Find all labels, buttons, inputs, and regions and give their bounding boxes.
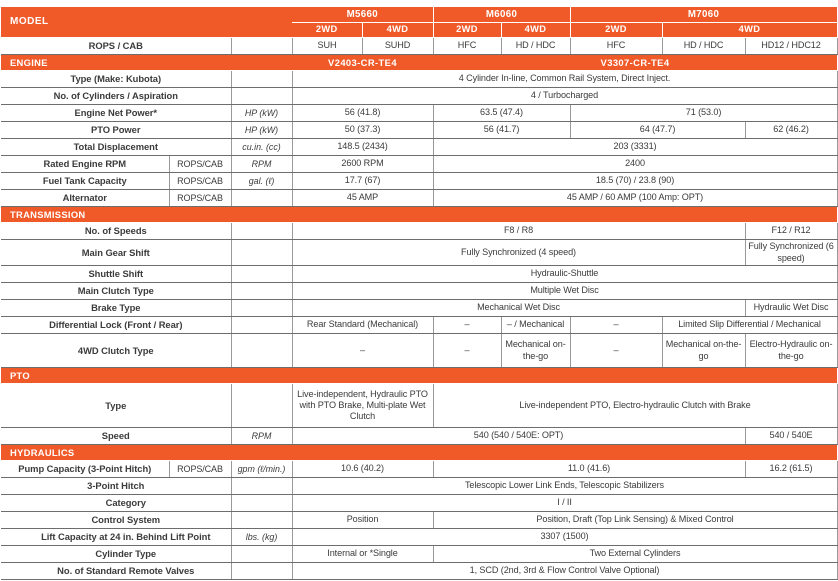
- cell-pump-hd12: 16.2 (61.5): [745, 461, 837, 478]
- cell-net-power-m5660: 56 (41.8): [292, 105, 433, 122]
- row-alternator: [1, 190, 837, 207]
- model-header-row: [1, 7, 837, 23]
- cell-4wdclutch-m6060-4wd: Mechanical on-the-go: [501, 334, 570, 368]
- cell-rops-m7060-2wd: HFC: [570, 38, 662, 55]
- row-label-main-clutch-type: Main Clutch Type: [1, 283, 231, 300]
- row-sub-alternator: ROPS/CAB: [169, 190, 231, 207]
- cell-pto-power-m6060: 56 (41.7): [433, 122, 570, 139]
- row-label-pump-capacity: Pump Capacity (3-Point Hitch): [1, 461, 169, 478]
- engine-model-v2403: V2403-CR-TE4: [292, 55, 433, 71]
- row-unit-pto-speed: RPM: [231, 428, 292, 445]
- row-differential-lock: [1, 317, 837, 334]
- cell-cylinder-m5660: Internal or *Single: [292, 546, 433, 563]
- cell-cylinder-m6060-m7060: Two External Cylinders: [433, 546, 837, 563]
- section-band-pto-filler: [292, 368, 837, 384]
- top-spacer-cell: [1, 0, 837, 7]
- row-unit-pto-type: [231, 384, 292, 428]
- row-total-displacement: [1, 139, 837, 156]
- row-label-lift-capacity: Lift Capacity at 24 in. Behind Lift Point: [1, 529, 231, 546]
- cell-displacement-m5660: 148.5 (2434): [292, 139, 433, 156]
- row-sub-rated-engine-rpm: ROPS/CAB: [169, 156, 231, 173]
- top-spacer-row: [1, 0, 837, 7]
- cell-pto-speed-hd12: 540 / 540E: [745, 428, 837, 445]
- row-unit-brake-type: [231, 300, 292, 317]
- cell-rops-m5660-2wd: SUH: [292, 38, 362, 55]
- cell-pto-speed-main: 540 (540 / 540E: OPT): [292, 428, 745, 445]
- row-unit-cylinders-aspiration: [231, 88, 292, 105]
- cell-fuel-tank-m5660: 17.7 (67): [292, 173, 433, 190]
- row-label-control-system: Control System: [1, 512, 231, 529]
- cell-gear-shift-main: Fully Synchronized (4 speed): [292, 240, 745, 266]
- cell-pto-power-m5660: 50 (37.3): [292, 122, 433, 139]
- cell-4wdclutch-m6060-2wd: –: [433, 334, 501, 368]
- row-unit-rated-engine-rpm: RPM: [231, 156, 292, 173]
- row-unit-no-of-speeds: [231, 223, 292, 240]
- cell-net-power-m7060: 71 (53.0): [570, 105, 837, 122]
- cell-shuttle-shift-all: Hydraulic-Shuttle: [292, 266, 837, 283]
- row-label-shuttle-shift: Shuttle Shift: [1, 266, 231, 283]
- model-name-m5660: M5660: [292, 7, 433, 23]
- cell-displacement-m6060-m7060: 203 (3331): [433, 139, 837, 156]
- cell-rops-m7060-4wd-hd12: HD12 / HDC12: [745, 38, 837, 55]
- row-fuel-tank-capacity: [1, 173, 837, 190]
- cell-rops-m5660-4wd: SUHD: [362, 38, 433, 55]
- section-band-transmission-filler: [292, 207, 837, 223]
- drive-m5660-4wd: 4WD: [362, 23, 433, 38]
- row-label-brake-type: Brake Type: [1, 300, 231, 317]
- section-band-engine: [1, 55, 837, 71]
- row-label-no-of-speeds: No. of Speeds: [1, 223, 231, 240]
- row-pto-power: [1, 122, 837, 139]
- cell-4wdclutch-m7060-hd: Mechanical on-the-go: [662, 334, 745, 368]
- row-pto-type: [1, 384, 837, 428]
- row-control-system: [1, 512, 837, 529]
- row-label-3point-hitch: 3-Point Hitch: [1, 478, 231, 495]
- row-rops-cab: [1, 38, 837, 55]
- row-label-cylinders-aspiration: No. of Cylinders / Aspiration: [1, 88, 231, 105]
- drive-m7060-2wd: 2WD: [570, 23, 662, 38]
- row-unit-pump-capacity: gpm (ℓ/min.): [231, 461, 292, 478]
- row-label-alternator: Alternator: [1, 190, 169, 207]
- section-band-transmission: [1, 207, 837, 223]
- row-label-pto-power: PTO Power: [1, 122, 231, 139]
- row-unit-engine-type: [231, 71, 292, 88]
- cell-cylinders-all: 4 / Turbocharged: [292, 88, 837, 105]
- row-label-engine-net-power: Engine Net Power*: [1, 105, 231, 122]
- cell-pump-m6060-m7060: 11.0 (41.6): [433, 461, 745, 478]
- cell-difflock-m6060-2wd: –: [433, 317, 501, 334]
- cell-speeds-main: F8 / R8: [292, 223, 745, 240]
- cell-4wdclutch-m7060-2wd: –: [570, 334, 662, 368]
- row-unit-3point-hitch: [231, 478, 292, 495]
- specifications-table: [1, 0, 838, 580]
- cell-gear-shift-hd12: Fully Synchronized (6 speed): [745, 240, 837, 266]
- drive-m5660-2wd: 2WD: [292, 23, 362, 38]
- row-unit-category: [231, 495, 292, 512]
- cell-4wdclutch-m7060-hd12: Electro-Hydraulic on-the-go: [745, 334, 837, 368]
- drive-m7060-4wd: 4WD: [662, 23, 837, 38]
- cell-4wdclutch-m5660: –: [292, 334, 433, 368]
- cell-brake-hd12: Hydraulic Wet Disc: [745, 300, 837, 317]
- row-engine-type: [1, 71, 837, 88]
- row-unit-total-displacement: cu.in. (cc): [231, 139, 292, 156]
- cell-alternator-m6060-m7060: 45 AMP / 60 AMP (100 Amp: OPT): [433, 190, 837, 207]
- row-remote-valves: [1, 563, 837, 580]
- drive-m6060-2wd: 2WD: [433, 23, 501, 38]
- row-unit-remote-valves: [231, 563, 292, 580]
- row-label-fuel-tank-capacity: Fuel Tank Capacity: [1, 173, 169, 190]
- row-label-pto-speed: Speed: [1, 428, 231, 445]
- row-cylinders-aspiration: [1, 88, 837, 105]
- cell-rated-rpm-m6060-m7060: 2400: [433, 156, 837, 173]
- cell-alternator-m5660: 45 AMP: [292, 190, 433, 207]
- cell-main-clutch-all: Multiple Wet Disc: [292, 283, 837, 300]
- cell-rated-rpm-m5660: 2600 RPM: [292, 156, 433, 173]
- cell-pto-type-m5660: Live-independent, Hydraulic PTO with PTO Brake, Multi-plate Wet Clutch: [292, 384, 433, 428]
- row-lift-capacity: [1, 529, 837, 546]
- row-label-differential-lock: Differential Lock (Front / Rear): [1, 317, 231, 334]
- section-band-hydraulics: [1, 445, 837, 461]
- row-unit-fuel-tank-capacity: gal. (ℓ): [231, 173, 292, 190]
- cell-rops-m6060-4wd: HD / HDC: [501, 38, 570, 55]
- row-unit-engine-net-power: HP (kW): [231, 105, 292, 122]
- row-sub-pump-capacity: ROPS/CAB: [169, 461, 231, 478]
- row-label-remote-valves: No. of Standard Remote Valves: [1, 563, 231, 580]
- model-header-label: MODEL: [1, 7, 292, 38]
- cell-lift-capacity-all: 3307 (1500): [292, 529, 837, 546]
- row-unit-control-system: [231, 512, 292, 529]
- row-unit-cylinder-type: [231, 546, 292, 563]
- row-label-category: Category: [1, 495, 231, 512]
- row-label-cylinder-type: Cylinder Type: [1, 546, 231, 563]
- cell-difflock-m7060-2wd: –: [570, 317, 662, 334]
- row-sub-fuel-tank-capacity: ROPS/CAB: [169, 173, 231, 190]
- row-rated-engine-rpm: [1, 156, 837, 173]
- section-label-transmission: TRANSMISSION: [1, 207, 292, 223]
- row-unit-main-gear-shift: [231, 240, 292, 266]
- row-brake-type: [1, 300, 837, 317]
- cell-pto-power-m7060-hd12: 62 (46.2): [745, 122, 837, 139]
- row-pump-capacity: [1, 461, 837, 478]
- row-label-engine-type: Type (Make: Kubota): [1, 71, 231, 88]
- cell-brake-main: Mechanical Wet Disc: [292, 300, 745, 317]
- cell-difflock-m6060-4wd: – / Mechanical: [501, 317, 570, 334]
- cell-category-all: I / II: [292, 495, 837, 512]
- cell-control-m6060-m7060: Position, Draft (Top Link Sensing) & Mixed Control: [433, 512, 837, 529]
- cell-speeds-hd12: F12 / R12: [745, 223, 837, 240]
- cell-net-power-m6060: 63.5 (47.4): [433, 105, 570, 122]
- row-unit-pto-power: HP (kW): [231, 122, 292, 139]
- row-main-gear-shift: [1, 240, 837, 266]
- cell-pump-m5660: 10.6 (40.2): [292, 461, 433, 478]
- row-unit-alternator: [231, 190, 292, 207]
- section-band-pto: [1, 368, 837, 384]
- row-unit-differential-lock: [231, 317, 292, 334]
- row-unit-main-clutch-type: [231, 283, 292, 300]
- section-label-pto: PTO: [1, 368, 292, 384]
- row-category: [1, 495, 837, 512]
- cell-control-m5660: Position: [292, 512, 433, 529]
- row-unit-4wd-clutch-type: [231, 334, 292, 368]
- row-label-main-gear-shift: Main Gear Shift: [1, 240, 231, 266]
- section-band-hydraulics-filler: [292, 445, 837, 461]
- row-label-pto-type: Type: [1, 384, 231, 428]
- cell-difflock-m5660: Rear Standard (Mechanical): [292, 317, 433, 334]
- row-no-of-speeds: [1, 223, 837, 240]
- row-unit-rops-cab: [231, 38, 292, 55]
- row-shuttle-shift: [1, 266, 837, 283]
- row-pto-speed: [1, 428, 837, 445]
- row-4wd-clutch-type: [1, 334, 837, 368]
- cell-pto-power-m7060-hd: 64 (47.7): [570, 122, 745, 139]
- cell-engine-type-all: 4 Cylinder In-line, Common Rail System, Direct Inject.: [292, 71, 837, 88]
- section-label-hydraulics: HYDRAULICS: [1, 445, 292, 461]
- row-3point-hitch: [1, 478, 837, 495]
- row-label-rated-engine-rpm: Rated Engine RPM: [1, 156, 169, 173]
- row-label-4wd-clutch-type: 4WD Clutch Type: [1, 334, 231, 368]
- row-main-clutch-type: [1, 283, 837, 300]
- row-unit-shuttle-shift: [231, 266, 292, 283]
- cell-pto-type-m6060-m7060: Live-independent PTO, Electro-hydraulic Clutch with Brake: [433, 384, 837, 428]
- row-label-rops-cab: ROPS / CAB: [1, 38, 231, 55]
- engine-model-v3307: V3307-CR-TE4: [433, 55, 837, 71]
- section-label-engine: ENGINE: [1, 55, 292, 71]
- row-label-total-displacement: Total Displacement: [1, 139, 231, 156]
- model-name-m7060: M7060: [570, 7, 837, 23]
- drive-m6060-4wd: 4WD: [501, 23, 570, 38]
- row-cylinder-type: [1, 546, 837, 563]
- cell-rops-m6060-2wd: HFC: [433, 38, 501, 55]
- cell-remote-valves-all: 1, SCD (2nd, 3rd & Flow Control Valve Optional): [292, 563, 837, 580]
- row-engine-net-power: [1, 105, 837, 122]
- cell-fuel-tank-m6060-m7060: 18.5 (70) / 23.8 (90): [433, 173, 837, 190]
- cell-difflock-m7060-4wd: Limited Slip Differential / Mechanical: [662, 317, 837, 334]
- cell-rops-m7060-4wd-hd: HD / HDC: [662, 38, 745, 55]
- cell-3point-hitch-all: Telescopic Lower Link Ends, Telescopic Stabilizers: [292, 478, 837, 495]
- row-unit-lift-capacity: lbs. (kg): [231, 529, 292, 546]
- model-name-m6060: M6060: [433, 7, 570, 23]
